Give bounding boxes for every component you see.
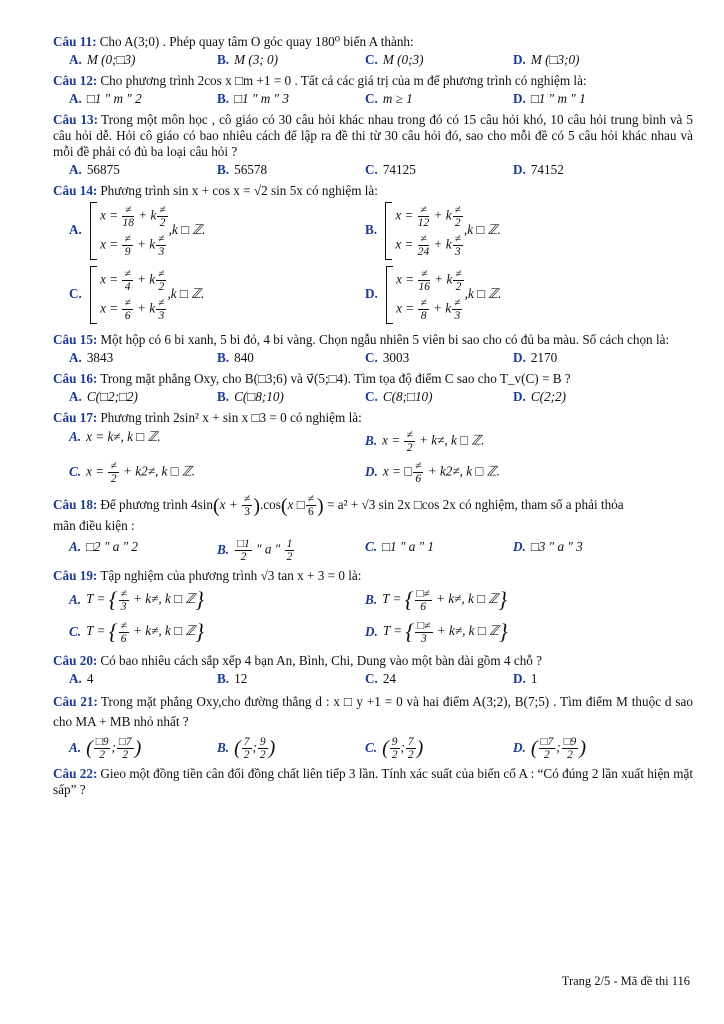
question-number: Câu 12:	[53, 73, 98, 88]
option-d[interactable]: D. M (□3;0)	[513, 52, 580, 67]
option-b[interactable]: B. 12	[217, 671, 248, 687]
question-stem: Cho A(3;0) . Phép quay tâm O góc quay 180⁰ biến A thành:	[99, 34, 414, 49]
option-d[interactable]: D. C(2;2)	[513, 389, 566, 404]
exam-page	[53, 34, 693, 803]
option-a[interactable]: A. 3843	[69, 350, 114, 365]
question-number: Câu 21:	[53, 694, 98, 710]
option-d[interactable]: D. T = { $\frac{□\ne}{3}$ + k≠, k □ ℤ}	[365, 619, 508, 645]
option-c[interactable]: C. 74125	[365, 162, 416, 177]
option-a[interactable]: A. 4	[69, 671, 94, 687]
question-13	[53, 112, 693, 178]
question-number: Câu 19:	[53, 568, 98, 584]
option-d[interactable]: D. 74152	[513, 162, 564, 177]
question-stem-line2: mãn điều kiện :	[53, 518, 135, 534]
option-b[interactable]: B. ( $\frac{7}{2}$ ; $\frac{9}{2}$ )	[217, 736, 276, 762]
option-a[interactable]: A. T = { $\frac{\ne}{3}$ + k≠, k □ ℤ}	[69, 587, 205, 613]
question-number: Câu 16:	[53, 371, 98, 386]
option-b[interactable]: B. T = { $\frac{□\ne}{6}$ + k≠, k □ ℤ}	[365, 587, 507, 613]
option-a[interactable]: A. x = $\frac{\ne}{18}$ + k $\frac{\ne}{2}$ x = $\frac{\ne}{9}$ + k $\frac{\ne}{3}$ ,k □ ℤ.	[69, 204, 206, 258]
option-c[interactable]: C. ( $\frac{9}{2}$ ; $\frac{7}{2}$ )	[365, 736, 424, 762]
question-stem: Trong mặt phẳng Oxy,cho đường thẳng d : x □ y +1 = 0 và hai điểm A(3;2), B(7;5) . Tìm điểm M thuộc d sao cho MA + MB nhỏ nhất ?	[53, 694, 693, 730]
option-b[interactable]: B. C(□8;10)	[217, 389, 284, 404]
option-a[interactable]: A. x = k≠, k □ ℤ.	[69, 429, 161, 444]
option-a[interactable]: A. M (0;□3)	[69, 52, 136, 67]
page-footer: Trang 2/5 - Mã đề thi 116	[561, 974, 690, 988]
option-d[interactable]: D. 2170	[513, 350, 558, 365]
option-d[interactable]: D. x = $\frac{\ne}{16}$ + k $\frac{\ne}{2}$ x = $\frac{\ne}{8}$ + k $\frac{\ne}{3}$ ,k □ ℤ.	[365, 268, 502, 322]
question-stem: Có bao nhiêu cách sắp xếp 4 bạn An, Bình, Chi, Dung vào một bàn dài gồm 4 chỗ ?	[100, 653, 543, 669]
option-c[interactable]: C. C(8;□10)	[365, 389, 433, 404]
option-b[interactable]: B. 56578	[217, 162, 268, 177]
question-number: Câu 22:	[53, 766, 98, 782]
question-20	[53, 653, 693, 687]
option-d[interactable]: D. □3 ″ a ″ 3	[513, 539, 583, 555]
option-b[interactable]: B. □1 ″ m ″ 3	[217, 91, 289, 106]
option-c[interactable]: C. x = $\frac{\ne}{2}$ + k2≠, k □ ℤ.	[69, 460, 196, 485]
option-d[interactable]: D. 1	[513, 671, 538, 687]
question-12	[53, 73, 693, 107]
question-number: Câu 20:	[53, 653, 98, 669]
option-a[interactable]: A. ( $\frac{□9}{2}$ ; $\frac{□7}{2}$ )	[69, 736, 142, 762]
question-number: Câu 17:	[53, 410, 98, 425]
question-18: Câu 18: Để phương trình 4sin(x + $\frac{\ne}{3}$ ).cos(x □ $\frac{\ne}{6}$ ) = a² + √3 sin 2x □cos 2x có nghiệm, tham số a phải thỏa mãn điều kiện : A. □2 ″ a ″ 2 B. $\frac{□1}{2}$ ″ a ″ $\frac{1}{2}$ C. □1 ″ a ″ 1 D. □3 ″ a ″ 3	[53, 493, 693, 563]
option-b[interactable]: B. x = $\frac{\ne}{2}$ + k≠, k □ ℤ.	[365, 429, 485, 454]
question-stem: Trong một môn học , cô giáo có 30 câu hỏi khác nhau trong đó có 15 câu hỏi khó, 10 câu hỏi trung bình và 5 câu hỏi dễ. Hỏi cô giáo có bao nhiêu cách để lập ra đề thi từ 30 câu hỏi đó, sao cho mỗi đề có 5 câu hỏi khác nhau và mỗi đề phải có đủ ba loại câu hỏi ?	[53, 112, 693, 159]
equation-system: x = $\frac{\ne}{16}$ + k $\frac{\ne}{2}$ x = $\frac{\ne}{8}$ + k $\frac{\ne}{3}$	[386, 266, 465, 324]
option-c[interactable]: C. 24	[365, 671, 397, 687]
question-stem: Tập nghiệm của phương trình √3 tan x + 3 = 0 là:	[100, 568, 362, 584]
question-number: Câu 11:	[53, 34, 97, 49]
question-19	[53, 568, 693, 648]
question-22	[53, 766, 693, 798]
equation-system: x = $\frac{\ne}{4}$ + k $\frac{\ne}{2}$ x = $\frac{\ne}{6}$ + k $\frac{\ne}{3}$	[90, 266, 167, 324]
question-stem: Phương trình sin x + cos x = √2 sin 5x có nghiệm là:	[100, 183, 378, 198]
option-d[interactable]: D. x = □ $\frac{\ne}{6}$ + k2≠, k □ ℤ.	[365, 460, 500, 485]
question-16	[53, 371, 693, 405]
option-c[interactable]: C. M (0;3)	[365, 52, 424, 67]
question-14	[53, 183, 693, 327]
equation-system: x = $\frac{\ne}{18}$ + k $\frac{\ne}{2}$ x = $\frac{\ne}{9}$ + k $\frac{\ne}{3}$	[90, 202, 169, 260]
question-11	[53, 34, 693, 68]
option-a[interactable]: A. C(□2;□2)	[69, 389, 138, 404]
option-d[interactable]: D. ( $\frac{□7}{2}$ ; $\frac{□9}{2}$ )	[513, 736, 586, 762]
question-stem: Cho phương trình 2cos x □m +1 = 0 . Tất cả các giá trị của m để phương trình có nghiệm là:	[100, 73, 587, 88]
option-c[interactable]: C. 3003	[365, 350, 410, 365]
equation-system: x = $\frac{\ne}{12}$ + k $\frac{\ne}{2}$ x = $\frac{\ne}{24}$ + k $\frac{\ne}{3}$	[385, 202, 464, 260]
option-a[interactable]: A. □1 ″ m ″ 2	[69, 91, 142, 106]
question-number: Câu 15:	[53, 332, 98, 347]
question-stem: Một hộp có 6 bi xanh, 5 bi đỏ, 4 bi vàng. Chọn ngẫu nhiên 5 viên bi sao cho có đủ ba màu. Số cách chọn là:	[100, 332, 670, 347]
question-stem: Để phương trình 4sin	[100, 497, 213, 512]
question-21	[53, 692, 693, 761]
option-b[interactable]: B. 840	[217, 350, 254, 365]
option-c[interactable]: C. T = { $\frac{\ne}{6}$ + k≠, k □ ℤ}	[69, 619, 205, 645]
option-b[interactable]: B. M (3; 0)	[217, 52, 279, 67]
option-c[interactable]: C. □1 ″ a ″ 1	[365, 539, 435, 555]
option-d[interactable]: D. □1 ″ m ″ 1	[513, 91, 586, 106]
option-a[interactable]: A. 56875	[69, 162, 120, 177]
question-17	[53, 410, 693, 488]
option-c[interactable]: C. x = $\frac{\ne}{4}$ + k $\frac{\ne}{2}$ x = $\frac{\ne}{6}$ + k $\frac{\ne}{3}$ ,k □ ℤ.	[69, 268, 205, 322]
option-a[interactable]: A. □2 ″ a ″ 2	[69, 539, 139, 555]
option-b[interactable]: B. $\frac{□1}{2}$ ″ a ″ $\frac{1}{2}$	[217, 538, 293, 564]
option-b[interactable]: B. x = $\frac{\ne}{12}$ + k $\frac{\ne}{2}$ x = $\frac{\ne}{24}$ + k $\frac{\ne}{3}$ ,k □ ℤ.	[365, 204, 501, 258]
question-15	[53, 332, 693, 366]
question-number: Câu 14:	[53, 183, 98, 198]
question-stem: Phương trình 2sin² x + sin x □3 = 0 có nghiệm là:	[100, 410, 362, 425]
question-number: Câu 13:	[53, 112, 99, 127]
option-c[interactable]: C. m ≥ 1	[365, 91, 413, 106]
question-stem: Gieo một đồng tiền cân đối đồng chất liên tiếp 3 lần. Tính xác suất của biến cố A : “Có đúng 2 lần xuất hiện mặt sấp” ?	[53, 766, 693, 798]
question-number: Câu 18:	[53, 497, 98, 512]
question-stem: Trong mặt phẳng Oxy, cho B(□3;6) và v⃗(5;□4). Tìm tọa độ điểm C sao cho T_v(C) = B ?	[100, 371, 571, 386]
